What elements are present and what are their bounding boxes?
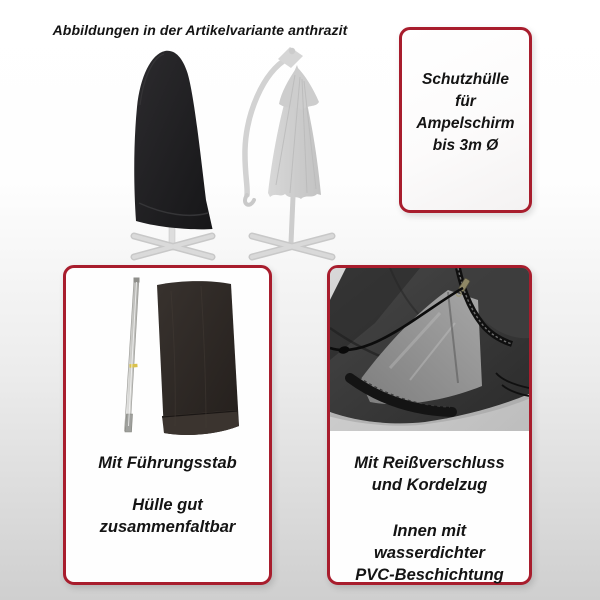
badge-line: bis 3m Ø bbox=[432, 137, 499, 154]
feature-box-reissverschluss bbox=[327, 265, 532, 585]
badge-schutzhuelle bbox=[399, 27, 532, 213]
guide-rod-illustration bbox=[125, 278, 140, 433]
hero-illustration-svg bbox=[110, 45, 345, 265]
cover-on-stand-illustration bbox=[134, 51, 213, 257]
badge-line: Schutzhülle bbox=[422, 71, 509, 88]
feature-line: und Kordelzug bbox=[371, 476, 488, 494]
cantilever-umbrella-illustration bbox=[245, 47, 332, 257]
badge-line: für bbox=[455, 93, 476, 110]
feature-line: Innen mit bbox=[392, 522, 467, 540]
badge-line: Ampelschirm bbox=[416, 115, 515, 132]
feature-text-left bbox=[66, 452, 269, 538]
feature-line: PVC-Beschichtung bbox=[355, 566, 504, 584]
page-title: Abbildungen in der Artikelvariante anthrazit bbox=[52, 22, 348, 38]
folded-cover-illustration bbox=[157, 281, 239, 435]
feature-line: zusammenfaltbar bbox=[99, 518, 236, 536]
feature-text-right bbox=[330, 452, 529, 586]
feature-line: Mit Führungsstab bbox=[98, 454, 237, 472]
zipper-detail-photo bbox=[330, 268, 529, 431]
feature-line: wasserdichter bbox=[374, 544, 485, 562]
guide-rod-and-folded-cover-photo bbox=[96, 276, 256, 446]
zipper-photo-svg bbox=[330, 268, 529, 431]
product-variant-illustration bbox=[110, 45, 345, 265]
feature-box-fuehrungsstab bbox=[63, 265, 272, 585]
feature-line: Hülle gut bbox=[132, 496, 203, 514]
feature-line: Mit Reißverschluss bbox=[354, 454, 505, 472]
